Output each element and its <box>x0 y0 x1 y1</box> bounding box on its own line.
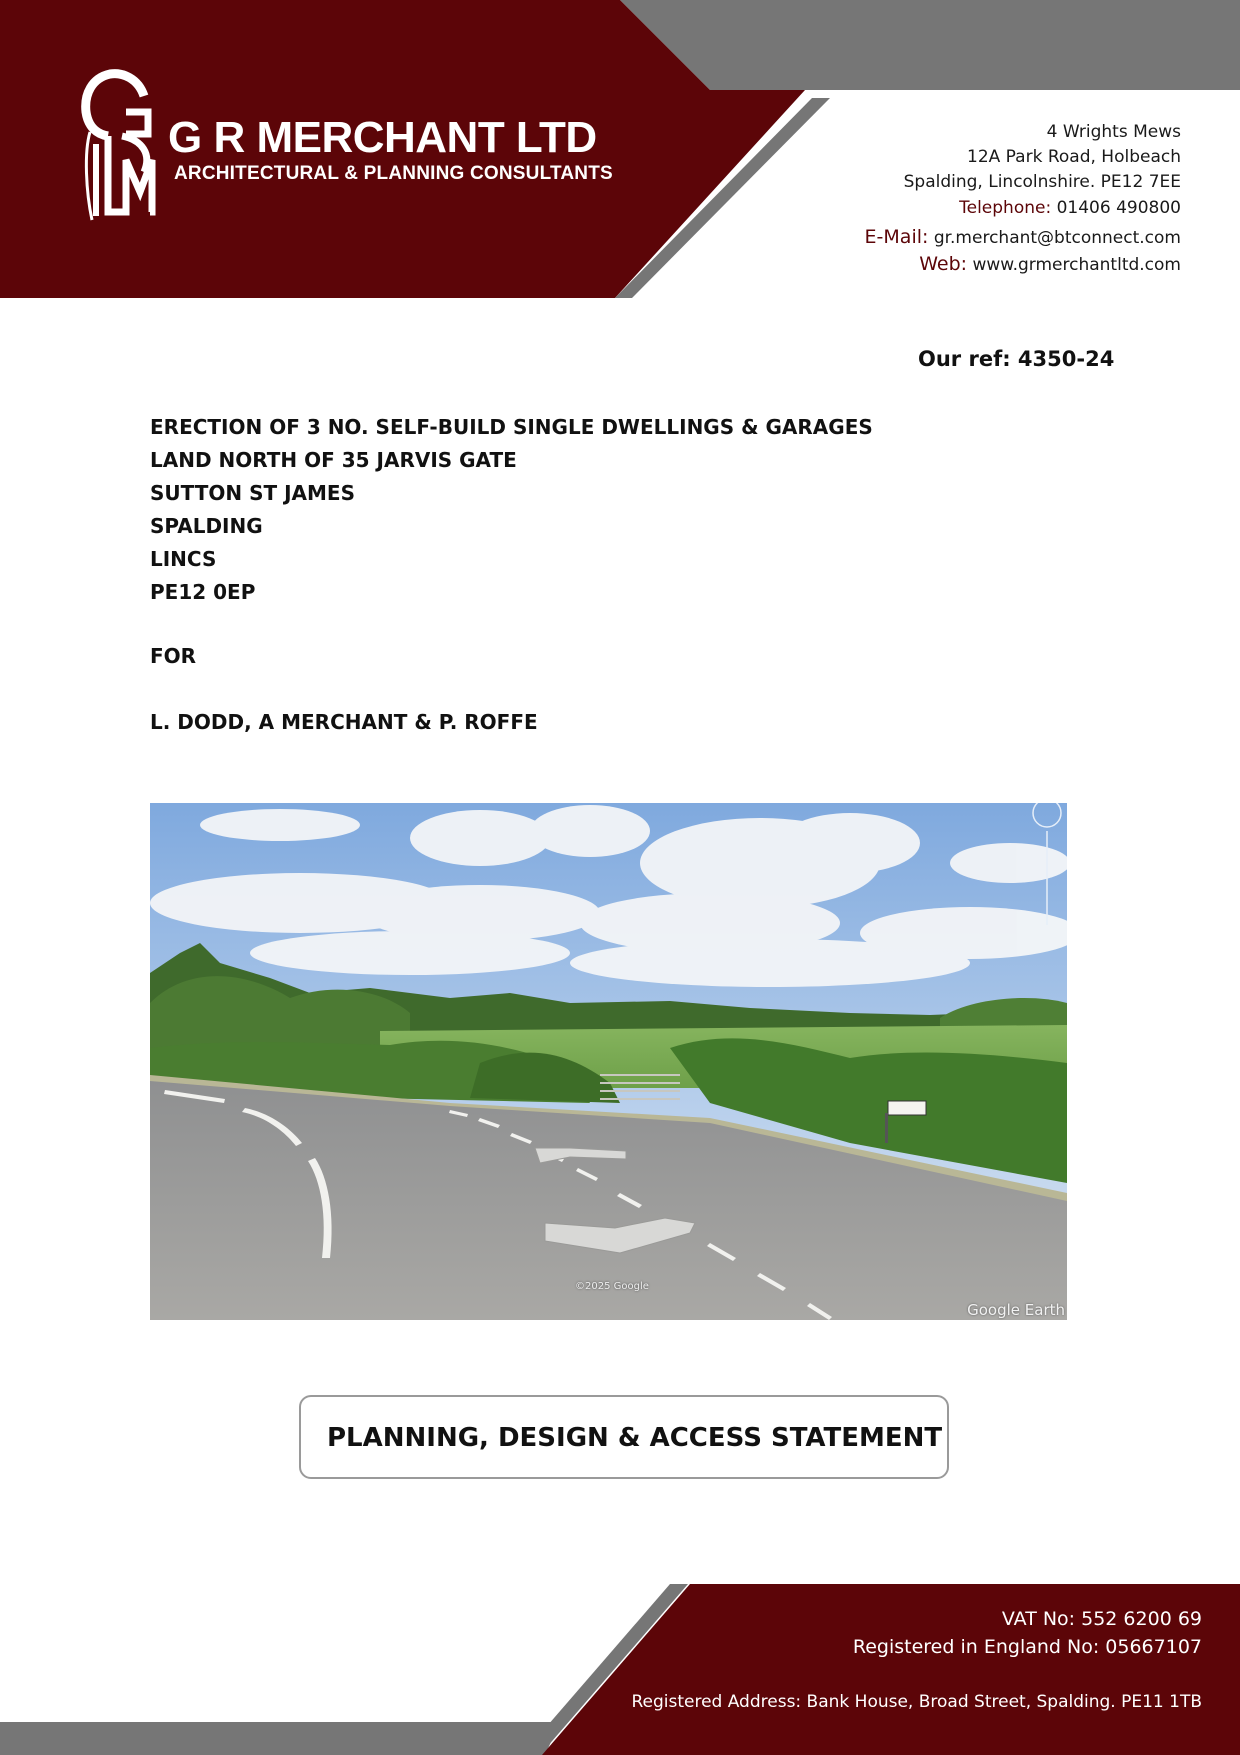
footer-banner <box>0 1580 1240 1755</box>
company-registration: Registered in England No: 05667107 <box>852 1636 1202 1658</box>
project-line: LAND NORTH OF 35 JARVIS GATE <box>150 448 517 472</box>
photo-copyright: ©2025 Google <box>575 1281 649 1292</box>
email-line <box>865 226 1181 248</box>
email-label: E-Mail: <box>864 226 929 248</box>
project-line: PE12 0EP <box>150 580 256 604</box>
photo-credit: Google Earth <box>967 1301 1065 1319</box>
statement-title-box <box>299 1395 949 1479</box>
web-line <box>919 253 1181 275</box>
email-address[interactable]: gr.merchant@btconnect.com <box>933 228 1181 248</box>
telephone-label: Telephone: <box>959 198 1052 218</box>
address-line-1: 4 Wrights Mews <box>1046 122 1181 142</box>
site-photo <box>150 803 1067 1320</box>
web-address[interactable]: www.grmerchantltd.com <box>972 255 1181 275</box>
statement-title: PLANNING, DESIGN & ACCESS STATEMENT <box>327 1423 943 1453</box>
project-line: ERECTION OF 3 NO. SELF-BUILD SINGLE DWELLINGS & GARAGES <box>150 415 873 439</box>
client-names: L. DODD, A MERCHANT & P. ROFFE <box>150 710 538 734</box>
reference-number: Our ref: 4350-24 <box>918 347 1115 371</box>
web-label: Web: <box>919 253 968 275</box>
project-line: SPALDING <box>150 514 263 538</box>
project-line: LINCS <box>150 547 217 571</box>
registered-address: Registered Address: Bank House, Broad Street, Spalding. PE11 1TB <box>631 1692 1202 1712</box>
telephone-number: 01406 490800 <box>1056 198 1181 218</box>
telephone-line <box>959 198 1181 218</box>
project-line: SUTTON ST JAMES <box>150 481 355 505</box>
vat-number: VAT No: 552 6200 69 <box>1001 1608 1202 1630</box>
address-line-3: Spalding, Lincolnshire. PE12 7EE <box>903 172 1181 192</box>
project-description <box>150 411 873 609</box>
company-tagline: ARCHITECTURAL & PLANNING CONSULTANTS <box>174 163 613 184</box>
for-label: FOR <box>150 644 197 668</box>
address-line-2: 12A Park Road, Holbeach <box>967 147 1181 167</box>
company-name: G R MERCHANT LTD <box>168 113 597 162</box>
